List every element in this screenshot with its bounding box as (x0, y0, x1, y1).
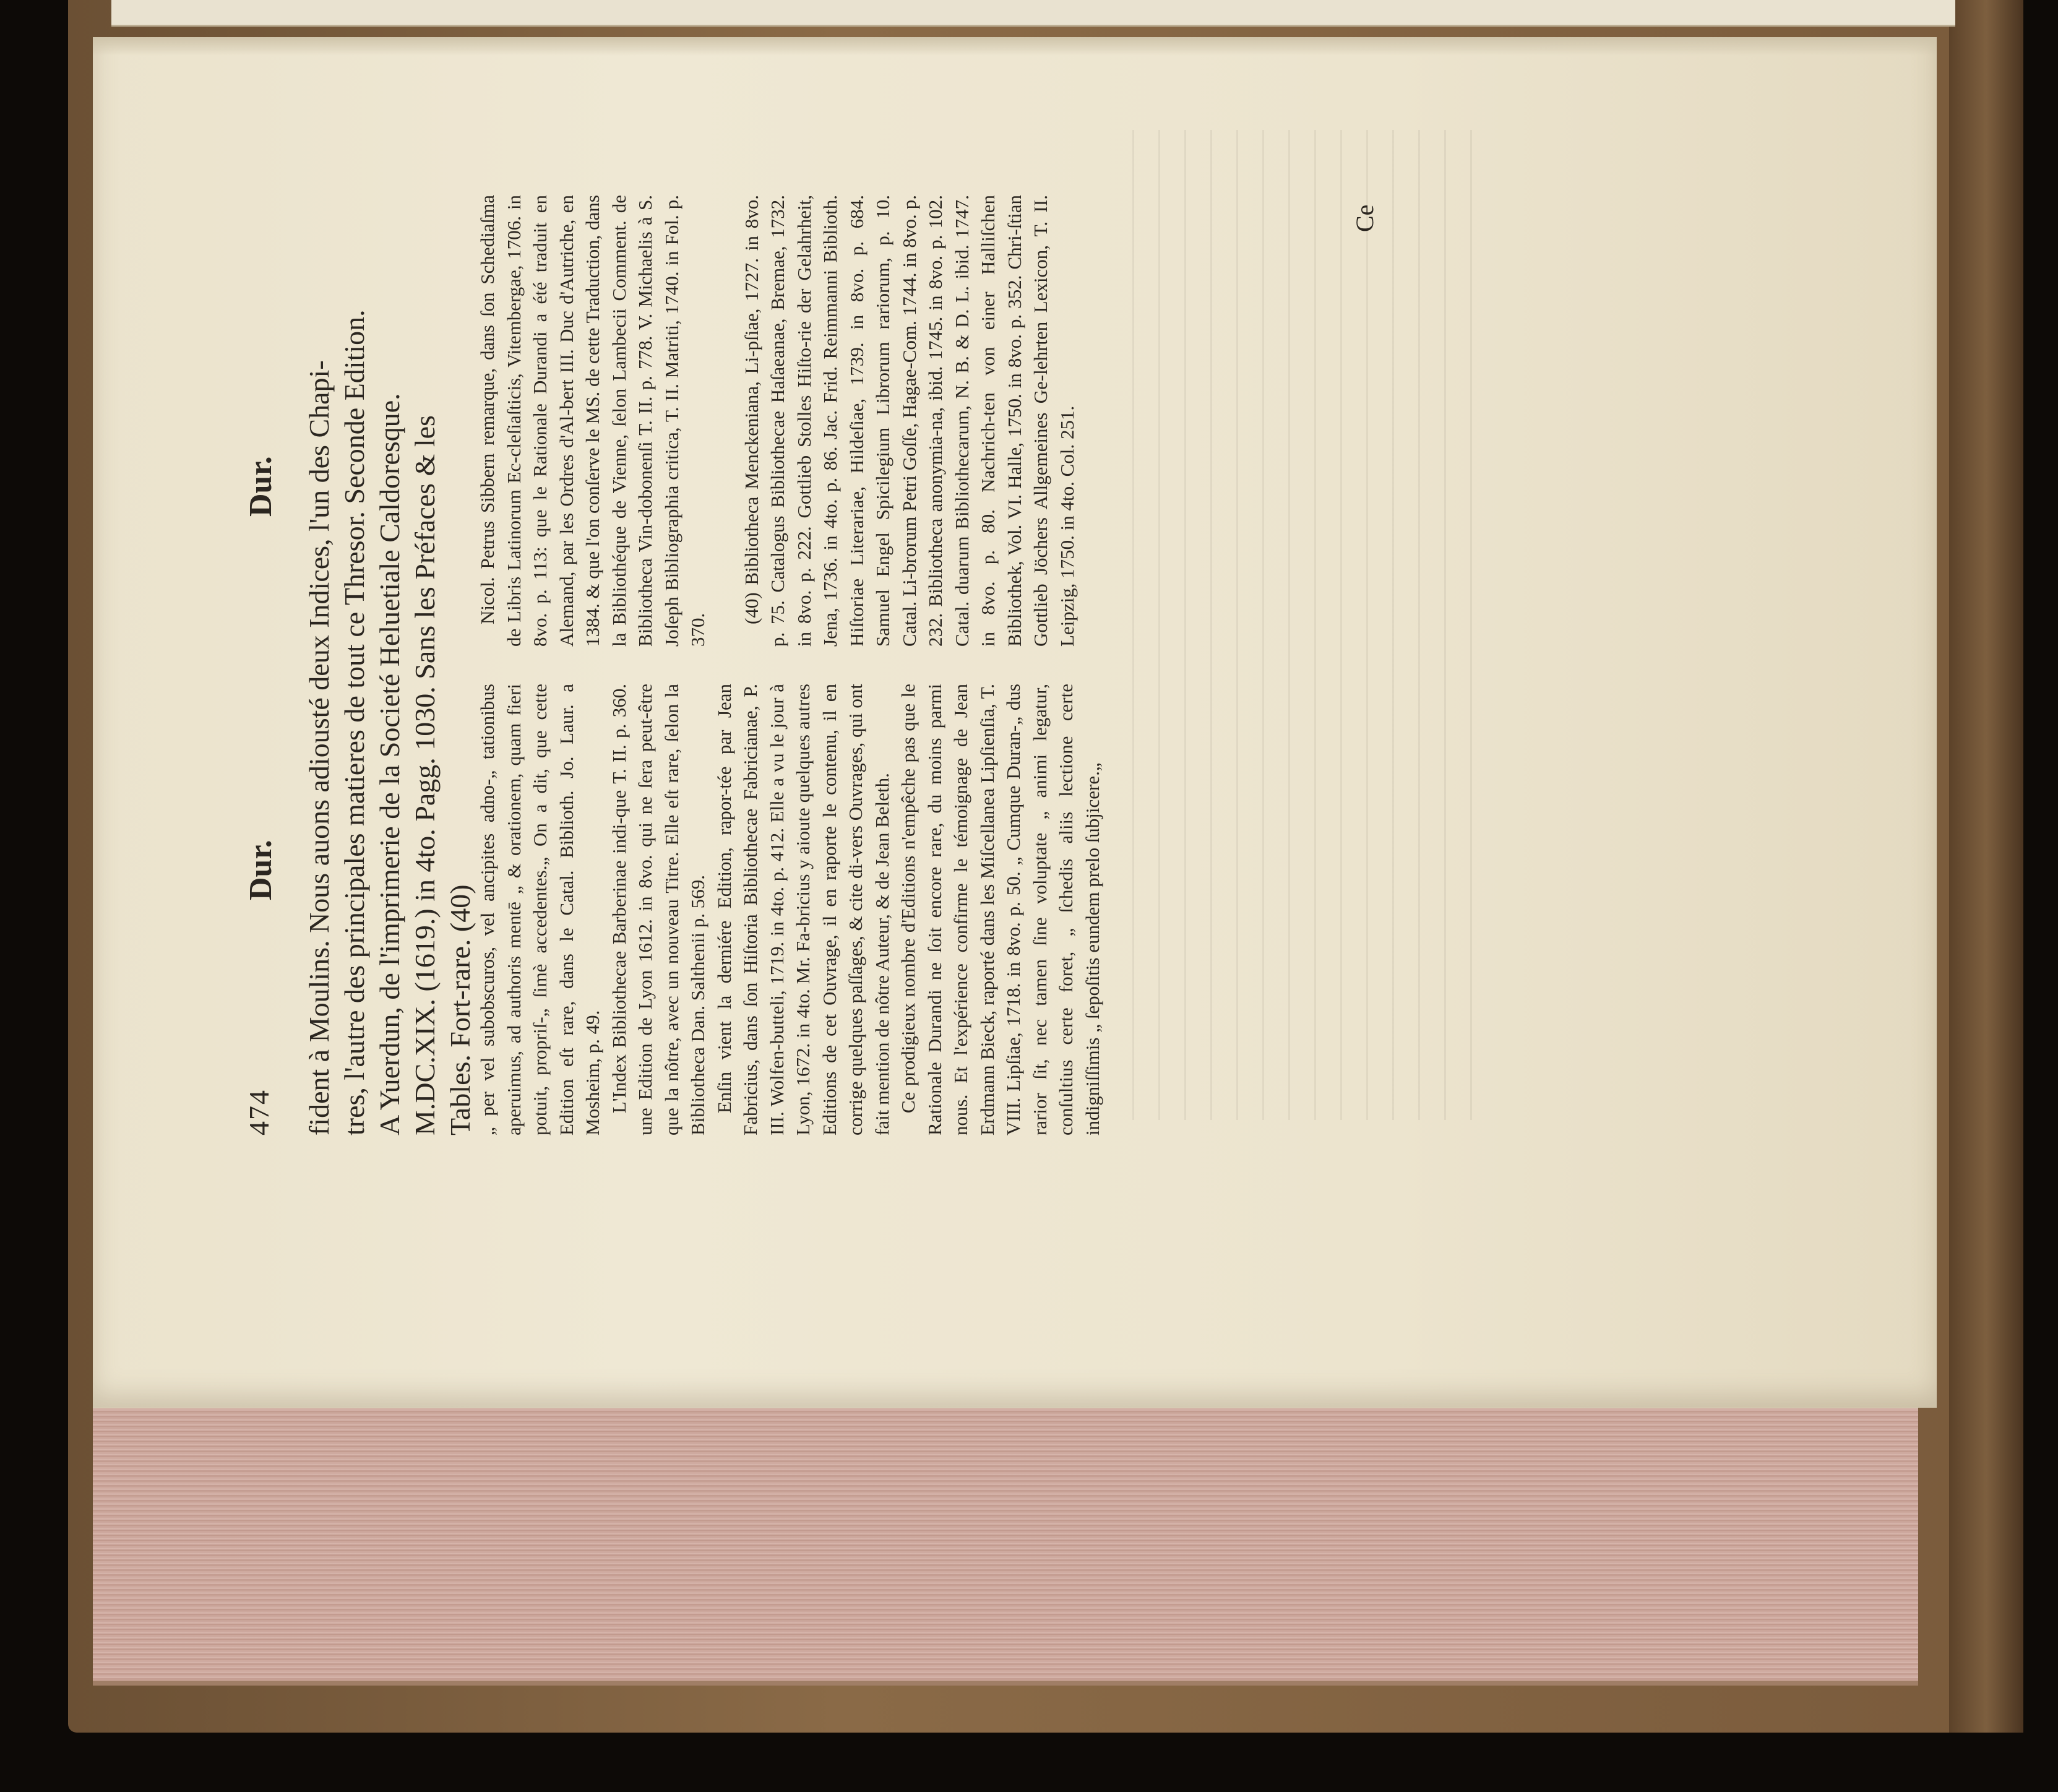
intro-line: Tables. Fort-rare. (40) (444, 884, 476, 1135)
adjacent-page-edge (111, 0, 1955, 27)
right-paragraph: Nicol. Petrus Sibbern remarque, dans ſon Schediaſma de Libris Latinorum Ec-cleſiaſticis, Vitembergae, 1706. in 8vo. p. 113: que le Rationale Durandi a été traduit en Alemand, par les Ordres d'Al-bert III. Duc d'Autriche, en 1384. & que l'on conſerve le MS. de cette Traduction, dans la Bibliothéque de Vienne, ſelon Lambecii Comment. de Bibliotheca Vin-dobonenſi T. II. p. 778. V. Michaelis à S. Joſeph Bibliographia critica, T. II. Matriti, 1740. in Fol. p. 370. (476, 195, 708, 647)
intro-line: fident à Moulins. Nous auons adiousté deux Indices, l'un des Chapi- (303, 360, 335, 1135)
right-column (475, 195, 1080, 647)
page-number: 474 (243, 1089, 275, 1135)
intro-line: M.DC.XIX. (1619.) in 4to. Pagg. 1030. Sans les Préfaces & les (409, 415, 441, 1135)
left-paragraph: L'Index Bibliothecae Barberinae indi-que T. II. p. 360. une Edition de Lyon 1612. in 8vo. qui ne ſera peut-être que la nôtre, avec un nouveau Titre. Elle eſt rare, ſelon la Bibliotheca Dan. Salthenii p. 569. (608, 684, 708, 1135)
left-column (475, 684, 1106, 1135)
footnote-paragraph: (40) Bibliotheca Menckeniana, Li-pſiae, 1727. in 8vo. p. 75. Catalogus Bibliothecae Haſaeanae, Bremae, 1732. in 8vo. p. 222. Gottlieb Stolles Hiſto-rie der Gelahrheit, Jena, 1736. in 4to. p. 86. Jac. Frid. Reimmanni Biblioth. Hiſtoriae Literariae, Hildeſiae, 1739. in 8vo. p. 684. Samuel Engel Spicilegium Librorum rariorum, p. 10. Catal. Li-brorum Petri Goſſe, Hagae-Com. 1744. in 8vo. p. 232. Bibliotheca anonymia-na, ibid. 1745. in 8vo. p. 102. Catal. duarum Bibliothecarum, N. B. & D. L. ibid. 1747. in 8vo. p. 80. Nachrich-ten von einer Halliſchen Bibliothek, Vol. VI. Halle, 1750. in 8vo. p. 352. Chri-ſtian Gottlieb Jöchers Allgemeines Ge-lehrten Lexicon, T. II. Leipzig, 1750. in 4to. Col. 251. (740, 195, 1078, 647)
running-head-left: Dur. (243, 840, 278, 900)
page-header (243, 195, 292, 1135)
running-head-right: Dur. (243, 456, 278, 517)
page-block-edges (93, 1405, 1918, 1686)
intro-line: tres, l'autre des principales matieres de tout ce Thresor. Seconde Edition. (338, 309, 370, 1135)
intro-line: A Yuerdun, de l'imprimerie de la Societé Heluetiale Caldoresque. (374, 393, 405, 1135)
left-paragraph: Ce prodigieux nombre d'Editions n'empêche pas que le Rationale Durandi ne ſoit encore rare, du moins parmi nous. Et l'expérience confirme le témoignage de Jean Erdmann Bieck, raporté dans les Miſcellanea Lipſienſia, T. VIII. Lipſiae, 1718. in 8vo. p. 50. „ Cumque Duran-„ dus rarior ſit, nec tamen ſine voluptate „ animi legatur, conſultius certe foret, „ ſchedis aliis lectione certe indigniſſimis „ ſepoſitis eundem prelo ſubjicere.„ (897, 684, 1103, 1135)
left-paragraph: Enſin vient la derniére Edition, rapor-tée par Jean Fabricius, dans ſon Hiſtoria Bibliothecae Fabricianae, P. III. Wolfen-butteli, 1719. in 4to. p. 412. Elle a vu le jour à Lyon, 1672. in 4to. Mr. Fa-bricius y aioute quelques autres Editions de cet Ouvrage, il en raporte le contenu, il en corrige quelques paſſages, & cite di-vers Ouvrages, qui ont fait mention de nôtre Auteur, & de Jean Beleth. (713, 684, 893, 1135)
book-cover-edge (1949, 0, 2023, 1733)
intro-paragraph (301, 195, 478, 1135)
page-gutter-shadow (93, 37, 1937, 56)
left-paragraph: „ per vel subobscuros, vel ancipites adno-„ tationibus aperuimus, ad authoris mentē „ & orationem, quam fieri potuit, propriſ-„ ſimè accedentes.„ On a dit, que cette Edition eſt rare, dans le Catal. Biblioth. Jo. Laur. a Mosheim, p. 49. (476, 684, 603, 1135)
catchword: Ce (1351, 204, 1379, 232)
page-text-block (243, 195, 1604, 1135)
